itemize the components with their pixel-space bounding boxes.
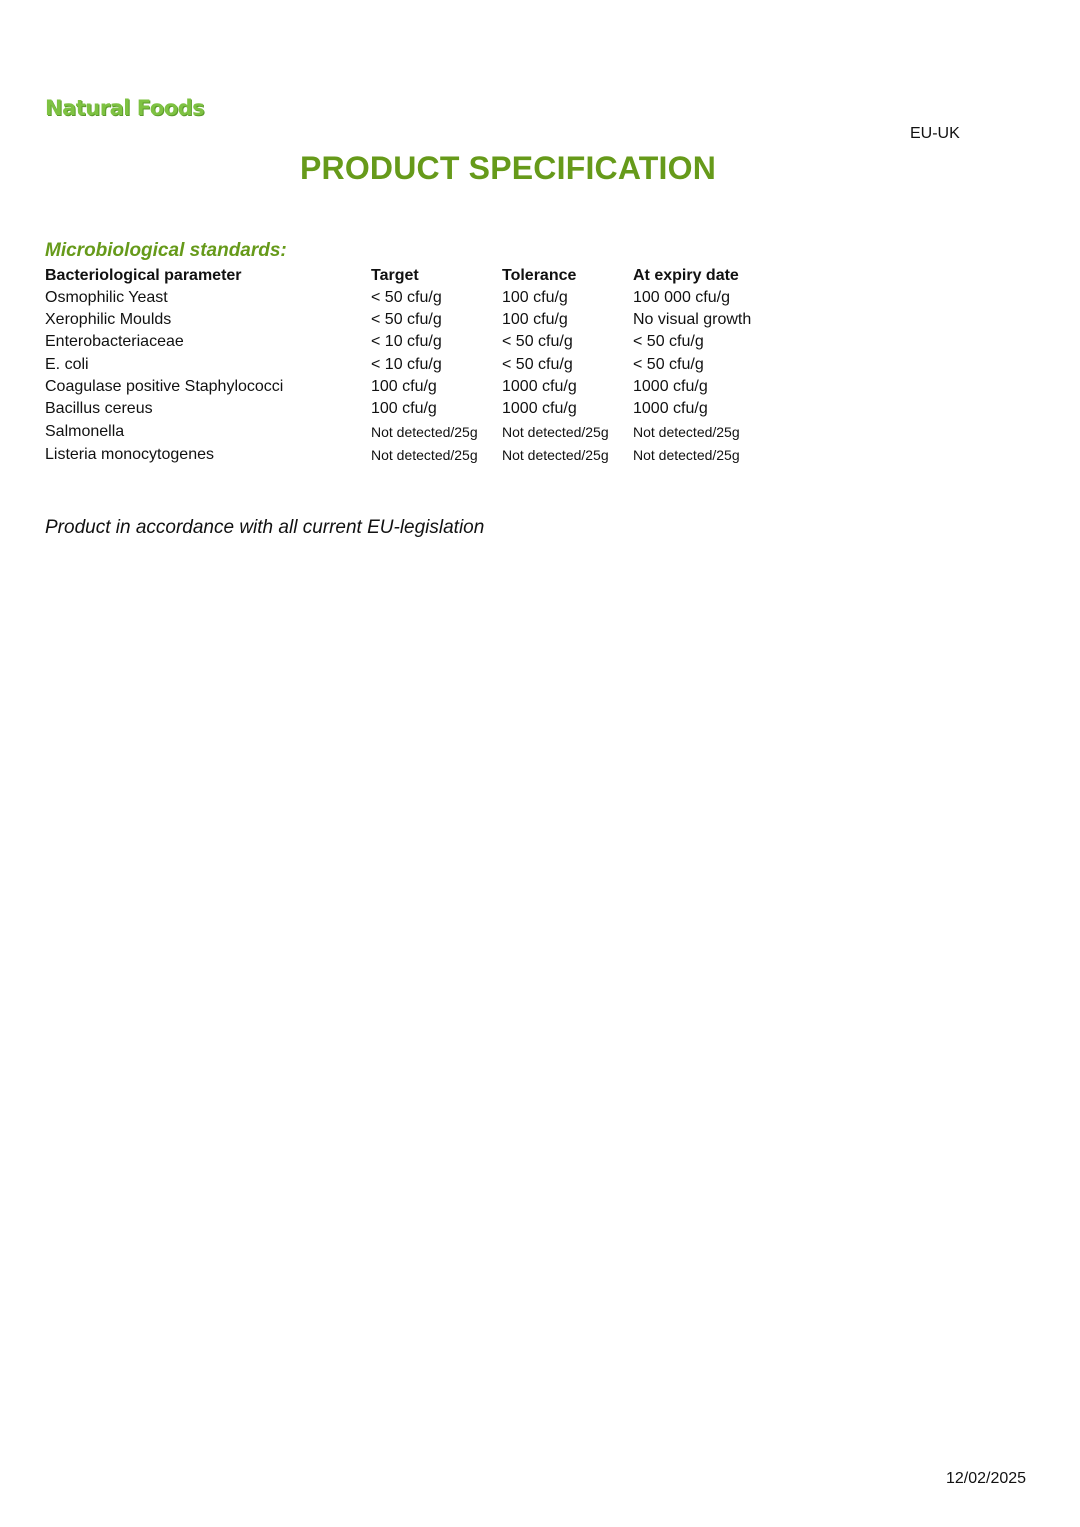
table-row [45,420,773,444]
column-header-parameter: Bacteriological parameter [45,267,242,284]
column-header-target: Target [371,267,419,284]
target-cell: Not detected/25g [371,447,478,464]
tolerance-cell: Not detected/25g [502,447,609,464]
table-row [45,354,773,376]
tolerance-cell: 100 cfu/g [502,289,568,307]
document-date: 12/02/2025 [946,1470,1027,1487]
expiry-cell: No visual growth [633,311,752,329]
expiry-cell: Not detected/25g [633,423,740,440]
microbiological-table [45,265,773,467]
tolerance-cell: 1000 cfu/g [502,400,577,418]
expiry-cell: 1000 cfu/g [633,377,708,395]
parameter-cell: Xerophilic Moulds [45,311,172,329]
target-cell: < 50 cfu/g [371,289,442,307]
target-cell: < 50 cfu/g [371,311,442,329]
parameter-cell: Salmonella [45,422,125,440]
expiry-cell: 100 000 cfu/g [633,289,730,307]
table-row [45,309,773,331]
parameter-cell: Coagulase positive Staphylococci [45,377,284,395]
parameter-cell: Listeria monocytogenes [45,446,214,464]
expiry-cell: Not detected/25g [633,447,740,464]
tolerance-cell: Not detected/25g [502,423,609,440]
tolerance-cell: 1000 cfu/g [502,377,577,395]
table-header-row [45,265,773,287]
expiry-cell: 1000 cfu/g [633,400,708,418]
table-row [45,376,773,398]
column-header-expiry: At expiry date [633,267,739,284]
section-heading-microbiological: Microbiological standards: [45,240,287,261]
page-title: PRODUCT SPECIFICATION [299,150,717,186]
table-row [45,444,773,468]
parameter-cell: Enterobacteriaceae [45,333,184,351]
company-logo: Natural Foods [45,96,205,120]
expiry-cell: < 50 cfu/g [633,355,704,373]
tolerance-cell: < 50 cfu/g [502,355,573,373]
tolerance-cell: < 50 cfu/g [502,333,573,351]
legislation-note: Product in accordance with all current EU-legislation [45,517,485,538]
target-cell: < 10 cfu/g [371,333,442,351]
target-cell: Not detected/25g [371,423,478,440]
parameter-cell: Osmophilic Yeast [45,289,168,307]
region-label: EU-UK [910,125,960,142]
target-cell: < 10 cfu/g [371,355,442,373]
tolerance-cell: 100 cfu/g [502,311,568,329]
column-header-tolerance: Tolerance [502,267,577,284]
parameter-cell: Bacillus cereus [45,400,153,418]
target-cell: 100 cfu/g [371,377,437,395]
target-cell: 100 cfu/g [371,400,437,418]
table-row [45,287,773,309]
table-row [45,398,773,420]
table-row [45,331,773,353]
expiry-cell: < 50 cfu/g [633,333,704,351]
parameter-cell: E. coli [45,355,89,373]
